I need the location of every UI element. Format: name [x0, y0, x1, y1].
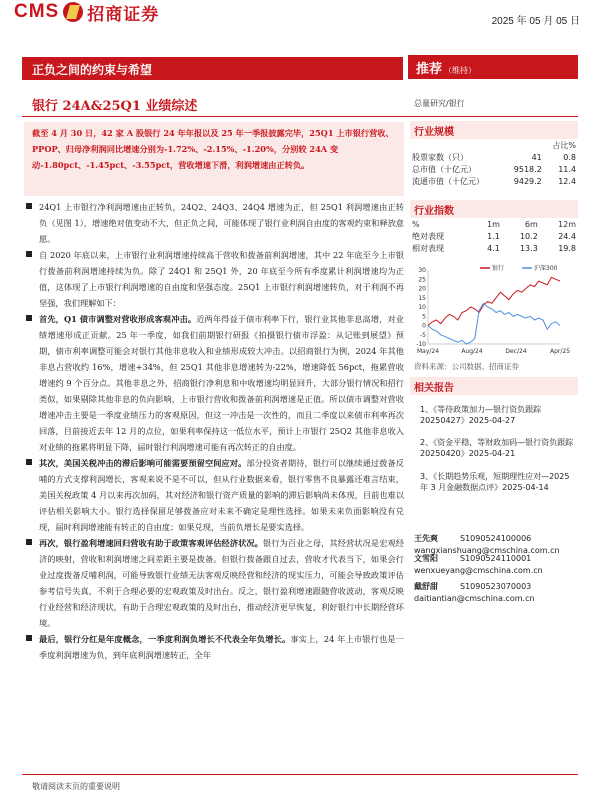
rating-banner	[408, 55, 578, 79]
rating-label: 推荐	[416, 62, 443, 77]
report-title: 银行 24A&25Q1 业绩综述	[32, 99, 198, 114]
y-tick-label: 20	[418, 285, 426, 293]
logo-text: CMS	[14, 1, 60, 22]
y-tick-label: 0	[422, 322, 426, 330]
bullet-square-icon	[26, 203, 32, 209]
chart-source: 资料来源：公司数据、招商证券	[414, 362, 519, 371]
bullet-square-icon	[26, 635, 32, 641]
bullet-square-icon	[26, 459, 32, 465]
related-report-link[interactable]: 1、《等待政策加力—银行资负跟踪 20250427》2025-04-27	[420, 405, 542, 425]
y-tick-label: 30	[418, 267, 426, 274]
y-tick-label: 15	[418, 294, 426, 302]
analyst-name: 王先爽	[414, 533, 438, 543]
related-report-link[interactable]: 2、《资金平稳，等财政加码—银行资负跟踪 20250420》2025-04-21	[420, 438, 574, 458]
analyst-id: S1090523070003	[460, 582, 532, 591]
x-tick-label: May/24	[416, 348, 440, 355]
analyst-id: S1090524110001	[460, 554, 532, 563]
bullet-item: 再次，银行盈利增速回归营收有助于政策客观评估经济状况。银行为百业之母，其经营状况是宏观经济的映射，营收和利润增速之间差距主要是拨备。但银行拨备跟自过去，营收才代表当下，如果会行业过度拨备反哺利润，可能导致银行业绩无法客观反映经营和经济的现实压力，可能会导致政策评估参考信号失真，不利于合理必要的宏观政策及时出台。反之，银行盈利增速跟随营收波动，客观反映行业经营和经济现状，有助于合理宏观政策的及时出台，推动经济更早恢复，利好银行中长期经营环境。	[26, 535, 404, 631]
legend-label: 银行	[492, 265, 505, 272]
market-scale-heading: 行业规模	[410, 121, 578, 139]
company-logo	[14, 0, 159, 24]
x-tick-label: Apr/25	[549, 348, 571, 355]
x-tick-label: Dec/24	[505, 348, 527, 355]
market-scale-table	[410, 139, 578, 187]
y-tick-label: 10	[418, 304, 426, 311]
analyst-email[interactable]: daitiantian@cmschina.com.cn	[414, 594, 535, 603]
y-tick-label: -10	[416, 341, 426, 348]
table-row: 绝对表现 1.1 10.2 24.4	[412, 231, 576, 241]
col-pct-header: 占比%	[552, 140, 576, 150]
industry-index-heading: 行业指数	[410, 200, 578, 218]
legend-label: 沪深300	[534, 265, 558, 272]
related-report-link[interactable]: 3、《长期趋势乐观，短期理性应对—2025 年 3 月金融数据点评》2025-04-14	[420, 472, 570, 492]
related-reports-heading: 相关报告	[410, 377, 578, 395]
logo-emblem-icon	[63, 2, 83, 22]
table-row: 股票家数（只） 41 0.8	[412, 152, 576, 162]
analyst-name: 文雪阳	[414, 553, 438, 563]
bullet-square-icon	[26, 539, 32, 545]
analyst-email[interactable]: wenxueyang@cmschina.com.cn	[414, 566, 543, 575]
series-line-hs300	[428, 303, 560, 344]
y-tick-label: 25	[418, 276, 426, 284]
industry-index-table: % 1m 6m 12m 绝对表现 1.1 10.2 24.4 相对表现 4.1 13.3 19.8	[412, 219, 576, 253]
rating-sub: （维持）	[444, 66, 477, 75]
related-reports-panel	[410, 377, 578, 395]
report-date: 2025 年 05 月 05 日	[491, 16, 580, 27]
title-divider	[22, 116, 578, 117]
bullet-square-icon	[26, 251, 32, 257]
index-performance-chart	[410, 262, 578, 358]
table-row: 相对表现 4.1 13.3 19.8	[412, 243, 576, 253]
y-tick-label: -5	[420, 331, 426, 339]
analyst-email[interactable]: wangxianshuang@cmschina.com.cn	[414, 546, 560, 555]
analyst-name: 戴舒甜	[414, 581, 438, 591]
headline-banner: 正负之间的约束与希望	[22, 57, 403, 80]
bullet-list	[26, 199, 404, 663]
analyst-id: S1090524100006	[460, 534, 532, 543]
bullet-square-icon	[26, 315, 32, 321]
y-tick-label: 5	[422, 313, 426, 321]
industry-index-panel	[410, 200, 578, 254]
summary-box: 截至 4 月 30 日，42 家 A 股银行 24 年年报以及 25 年一季报披露完毕，25Q1 上市银行营收、PPOP、归母净利润同比增速分别为-1.72%、-2.15%、-1.20%，分别较 24A 变动-1.80pct、-1.45pct、-3.55pct，营收增速下滑，利润增速由正转负。	[24, 122, 404, 196]
industry-label: 总量研究/银行	[414, 99, 465, 108]
footer-divider	[22, 774, 578, 775]
bullet-item: 首先，Q1 债市调整对营收形成客观冲击。近两年得益于债市利率下行，银行业其他非息高增，对业绩增速形成正贡献。25 年一季度，如我们前期银行研报《拍摄银行债市浮盈：从记账到展望》预期，债市利率调整可能会对银行其他非息收入和业绩形成较大冲击。以招商银行为例，2024 年其他非息占营收约 16%，增速+34%，但 25Q1 其他非息增速转为-22%，增速降低 56pct，拖累营收增速约 9 个百分点。其他非息之外，招商银行净利息和中收增速均明显回升，大部分银行情况和招行类似，如果剔除其他非息的负向影响，上市银行营收和拨备前利润增速是正值。所以债市调整对营收增速冲击主要是一季度业绩压力的客观原因，但这一冲击是一次性的，而且二季度以来债市利率再次回落，目前接近去年 12 月的点位，如果利率保持这一低位水平，预计上市银行 25Q2 其他非息收入对业绩的拖累将明显下降，届时银行利润增速可能有再次转正的自由度。	[26, 311, 404, 455]
footer-note: 敬请阅读末页的重要说明	[32, 782, 120, 791]
bullet-item: 24Q1 上市银行净利润增速由正转负，24Q2、24Q3、24Q4 增速为正，但 25Q1 利润增速由正转负（见图 1），增速绝对值变动不大，但正负之间，可能体现了银行业利润自由度的客观约束和释放意愿。	[26, 199, 404, 247]
bullet-item: 自 2020 年底以来，上市银行业利润增速持续高于营收和拨备前利润增速，其中 22 年底至今上市银行拨备前利润增速持续为负。除了 24Q1 和 25Q1 外，20 年底至今所有季度累计利润增速均为正值，这体现了上市银行利润增速的自由度和坚强态度。25Q1 上市银行利润增速转负，对于利润不再坚强，我们理解如下：	[26, 247, 404, 311]
logo-cn-text: 招商证券	[87, 4, 160, 25]
analyst-entry	[414, 552, 578, 577]
bullet-item: 最后，银行分红是年度概念，一季度利润负增长不代表全年负增长。事实上，24 年上市银行也是一季度利润增速为负，到年底利润增速转正，全年	[26, 631, 404, 663]
x-tick-label: Aug/24	[461, 348, 483, 355]
analyst-entry	[414, 580, 578, 605]
market-scale-panel	[410, 121, 578, 187]
bullet-item: 其次，美国关税冲击的滞后影响可能需要预留空间应对。部分投资者期待，银行可以继续通过拨备反哺的方式支撑利润增长，客观来说不是不可以，但从行业数据来看，银行零售不良暴露还难言结束，美国关税政策 4 月以来再次加码，其对经济和银行资产质量的影响的滞后影响尚未体现，目前也难以评估相关影响大小。银行选择保留足够拨备应对未来不确定是理性选择。如果未来负面影响没有兑现，届时利润增速能有转正的自由度；如果兑现，当前负增长是要实选择。	[26, 455, 404, 535]
table-row: 总市值（十亿元） 9518.2 11.4	[412, 164, 576, 174]
table-row: 流通市值（十亿元） 9429.2 12.4	[412, 176, 576, 186]
